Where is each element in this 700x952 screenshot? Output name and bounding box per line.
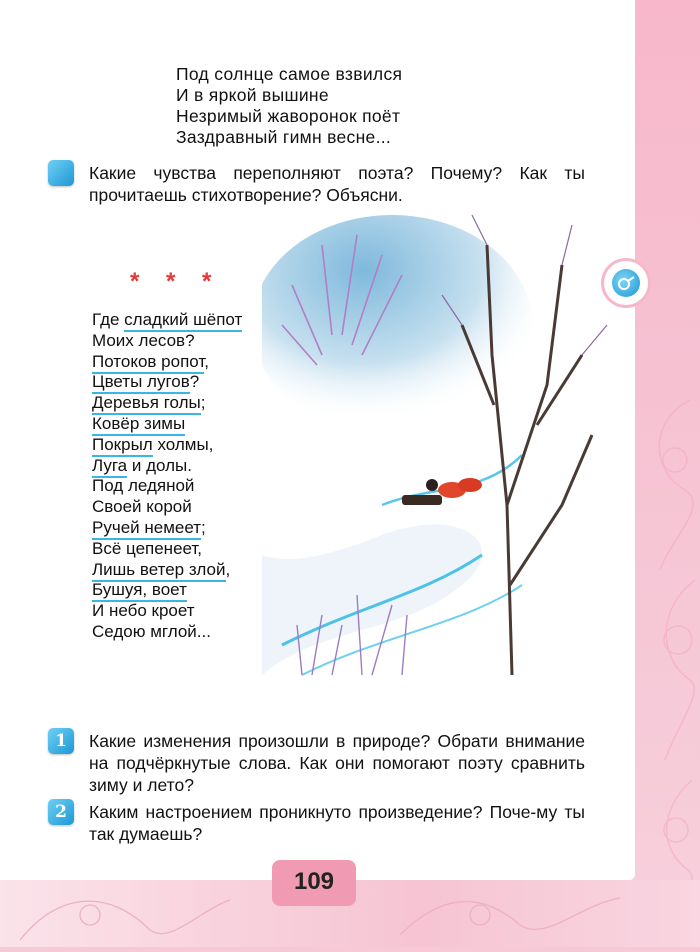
poem-line	[92, 435, 242, 456]
poem-line	[92, 476, 242, 497]
poem-line	[92, 331, 242, 352]
verse-line: Под солнце самое взвился	[176, 64, 403, 84]
poem-line	[92, 310, 242, 331]
poem-line	[92, 414, 242, 435]
poem-text: ;	[201, 517, 206, 537]
underlined-phrase: Ручей немеет	[92, 518, 201, 540]
poem-line	[92, 456, 242, 477]
underlined-phrase: Покрыл	[92, 435, 153, 457]
sleigh-icon	[402, 478, 482, 505]
poem-line	[92, 560, 242, 581]
poem-text: ,	[204, 351, 210, 371]
question-top: Какие чувства переполняют поэта? Почему? Как ты прочитаешь стихотворение? Объясни.	[89, 163, 585, 205]
verse-top	[176, 64, 402, 148]
poem-stars: * * *	[130, 268, 222, 295]
poem-text: и долы.	[127, 455, 192, 475]
underlined-phrase: сладкий шёпот	[124, 310, 242, 332]
poem-text: Моих лесов?	[92, 330, 195, 350]
poem-text: Под ледяной	[92, 476, 195, 496]
question-2-text: Каким настроением проникнуто произведение? Поче-му ты так думаешь?	[89, 802, 585, 844]
ornament-pattern	[630, 380, 700, 947]
underlined-phrase: Лишь ветер злой	[92, 560, 226, 582]
question-2-icon: 2	[48, 799, 74, 825]
question-1-text: Какие изменения произошли в природе? Обрати внимание на подчёркнутые слова. Как они помогают поэту сравнить зиму и лето?	[89, 731, 585, 795]
poem-text: Всё цепенеет,	[92, 538, 203, 558]
poem-line	[92, 622, 242, 643]
winter-illustration	[262, 205, 622, 705]
poem-text: Своей корой	[92, 497, 192, 517]
underlined-phrase: Луга	[92, 456, 127, 478]
poem-text: холмы,	[152, 434, 214, 454]
poem-line	[92, 497, 242, 518]
poem-text: ,	[225, 559, 231, 579]
underlined-phrase: Ковёр зимы	[92, 414, 185, 436]
poem-line	[92, 518, 242, 539]
poem-text: И небо кроет	[92, 601, 195, 621]
verse-line: Заздравный гимн весне...	[176, 127, 392, 147]
poem-line	[92, 352, 242, 373]
poem-text: ?	[189, 372, 200, 392]
underlined-phrase: Бушуя, воет	[92, 580, 187, 602]
poem-text: ;	[200, 393, 206, 413]
question-icon	[48, 160, 74, 186]
poem-line	[92, 580, 242, 601]
poem-text: Где	[92, 310, 125, 329]
underlined-phrase: Цветы лугов	[92, 372, 190, 394]
poem-line	[92, 372, 242, 393]
poem-line	[92, 393, 242, 414]
poem-text: Седою мглой...	[92, 621, 211, 641]
page-number: 109	[293, 868, 335, 895]
underlined-phrase: Деревья голы	[92, 393, 201, 415]
poem-line	[92, 601, 242, 622]
verse-line: Незримый жаворонок поёт	[176, 106, 401, 126]
poem	[92, 310, 242, 643]
verse-line: И в яркой вышине	[176, 85, 329, 105]
underlined-phrase: Потоков ропот	[92, 352, 204, 374]
poem-line	[92, 539, 242, 560]
question-1-icon: 1	[48, 728, 74, 754]
